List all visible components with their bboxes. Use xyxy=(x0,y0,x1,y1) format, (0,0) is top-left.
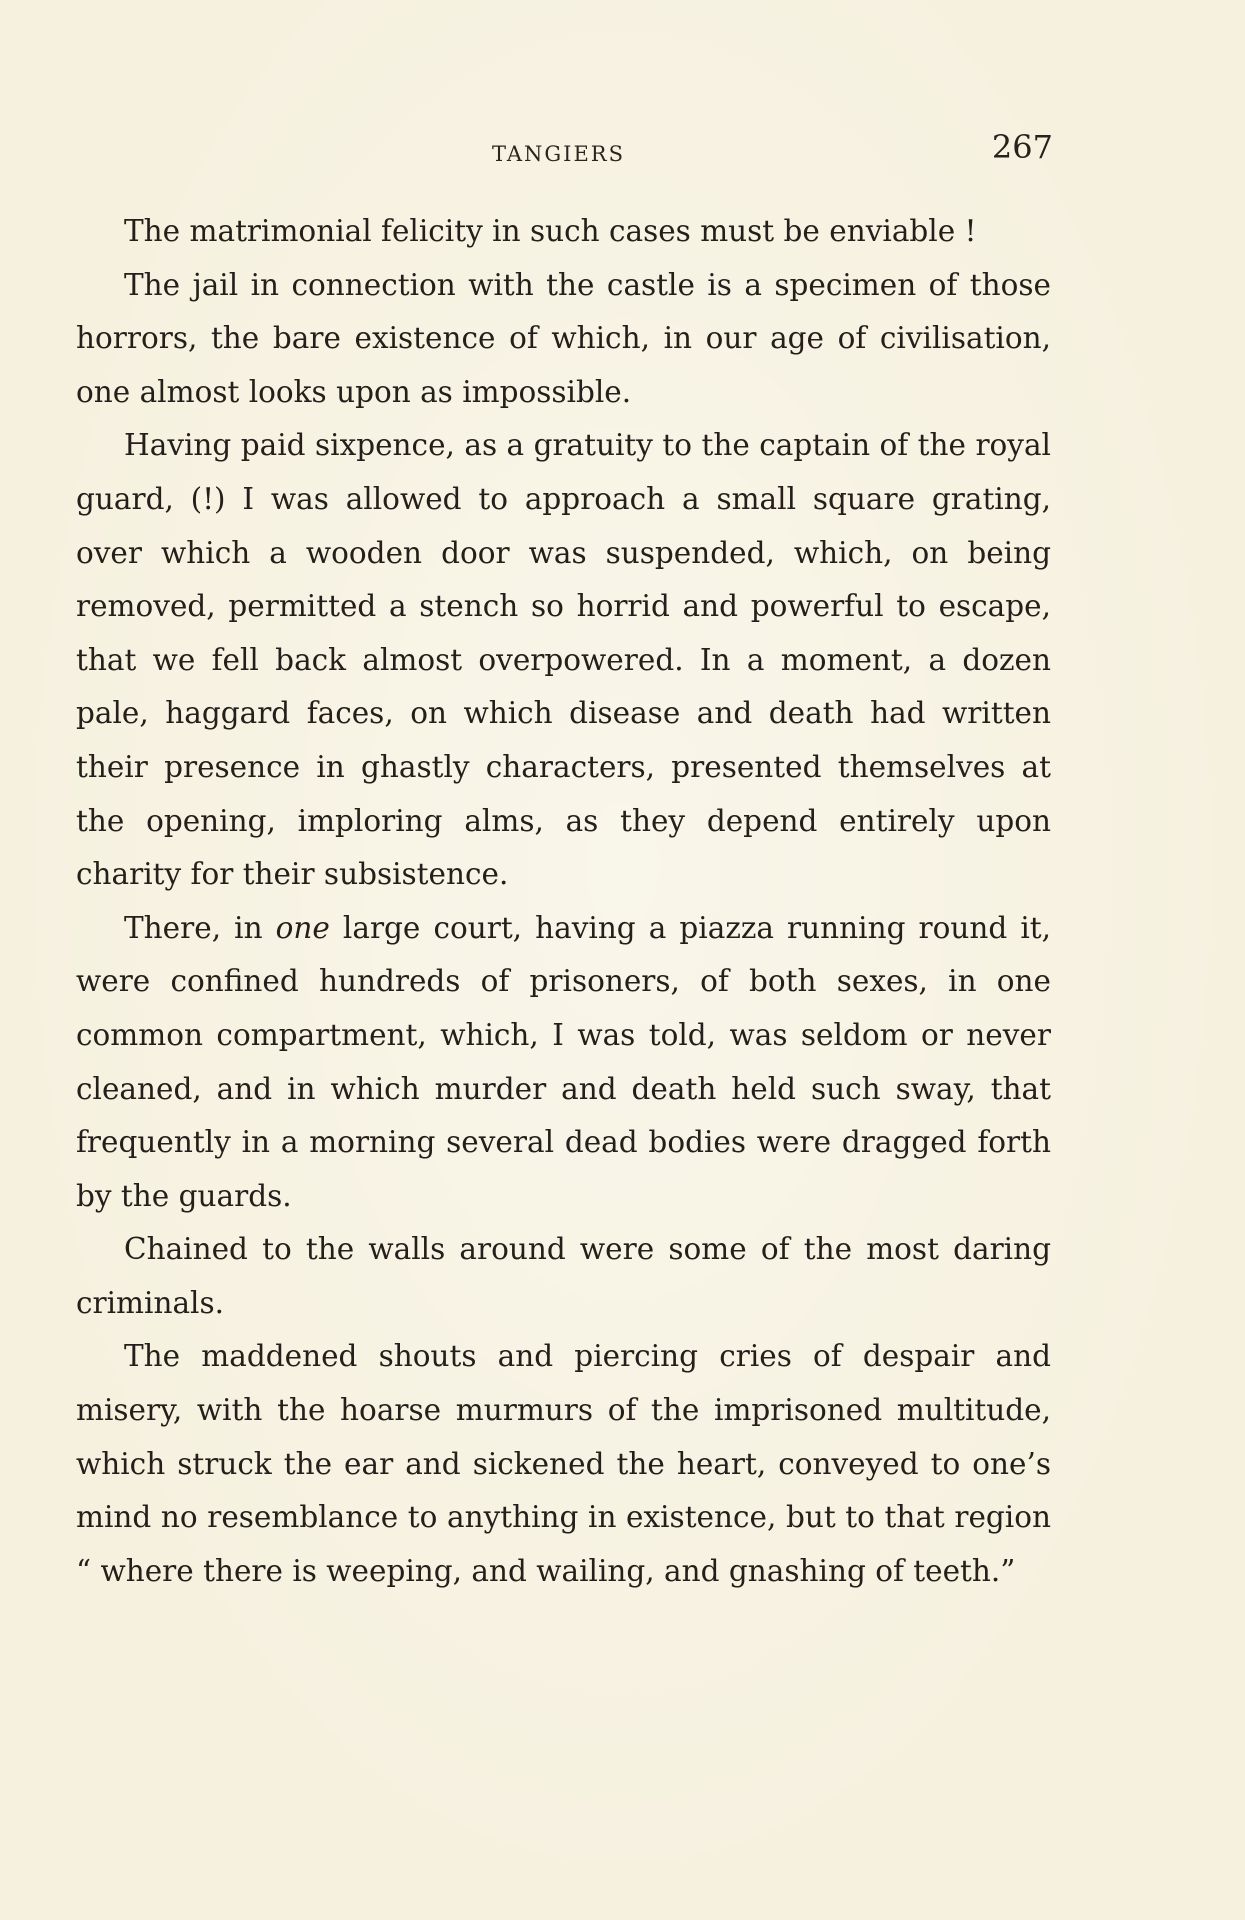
paragraph-chained-criminals: Chained to the walls around were some of the most daring criminals. xyxy=(76,1232,1051,1320)
paragraph-large-court xyxy=(76,902,1051,1224)
paragraph-gratuity-and-grating: Having paid sixpence, as a gratuity to the captain of the royal guard, (!) I was allowed to approach a small square grating, over which a wooden door was suspended, which, on being removed, permitted a stench so horrid and powerful to escape, that we fell back almost overpowered. In a moment, a dozen pale, haggard faces, on which disease and death had written their presence in ghastly characters, presented themselves at the opening, imploring alms, as they depend entirely upon charity for their subsistence. xyxy=(76,428,1051,892)
paragraph-large-court-start: There, in xyxy=(124,910,276,945)
body-text xyxy=(76,205,1051,1598)
paragraph-matrimonial-felicity: The matrimonial felicity in such cases must be enviable ! xyxy=(124,214,977,248)
page-number: 267 xyxy=(991,128,1053,166)
paragraph-jail-description: The jail in connection with the castle is a specimen of those horrors, the bare existence of which, in our age of civilisation, one almost looks upon as impossible. xyxy=(76,267,1051,409)
running-title: TANGIERS xyxy=(492,142,625,166)
emphasized-word: one xyxy=(275,910,330,945)
running-header xyxy=(0,128,1245,188)
paragraph-maddened-shouts: The maddened shouts and piercing cries of despair and misery, with the hoarse murmurs of the imprisoned multitude, which struck the ear and sickened the heart, conveyed to one’s mind no resemblance to anything in existence, but to that region “ where there is weeping, and wailing, and gnashing of teeth.” xyxy=(76,1339,1051,1588)
paragraph-large-court-rest: large court, having a piazza running round it, were confined hundreds of prisoners, of both sexes, in one common compartment, which, I was told, was seldom or never cleaned, and in which murder and death held such sway, that frequently in a morning several dead bodies were dragged forth by the guards. xyxy=(76,910,1051,1213)
